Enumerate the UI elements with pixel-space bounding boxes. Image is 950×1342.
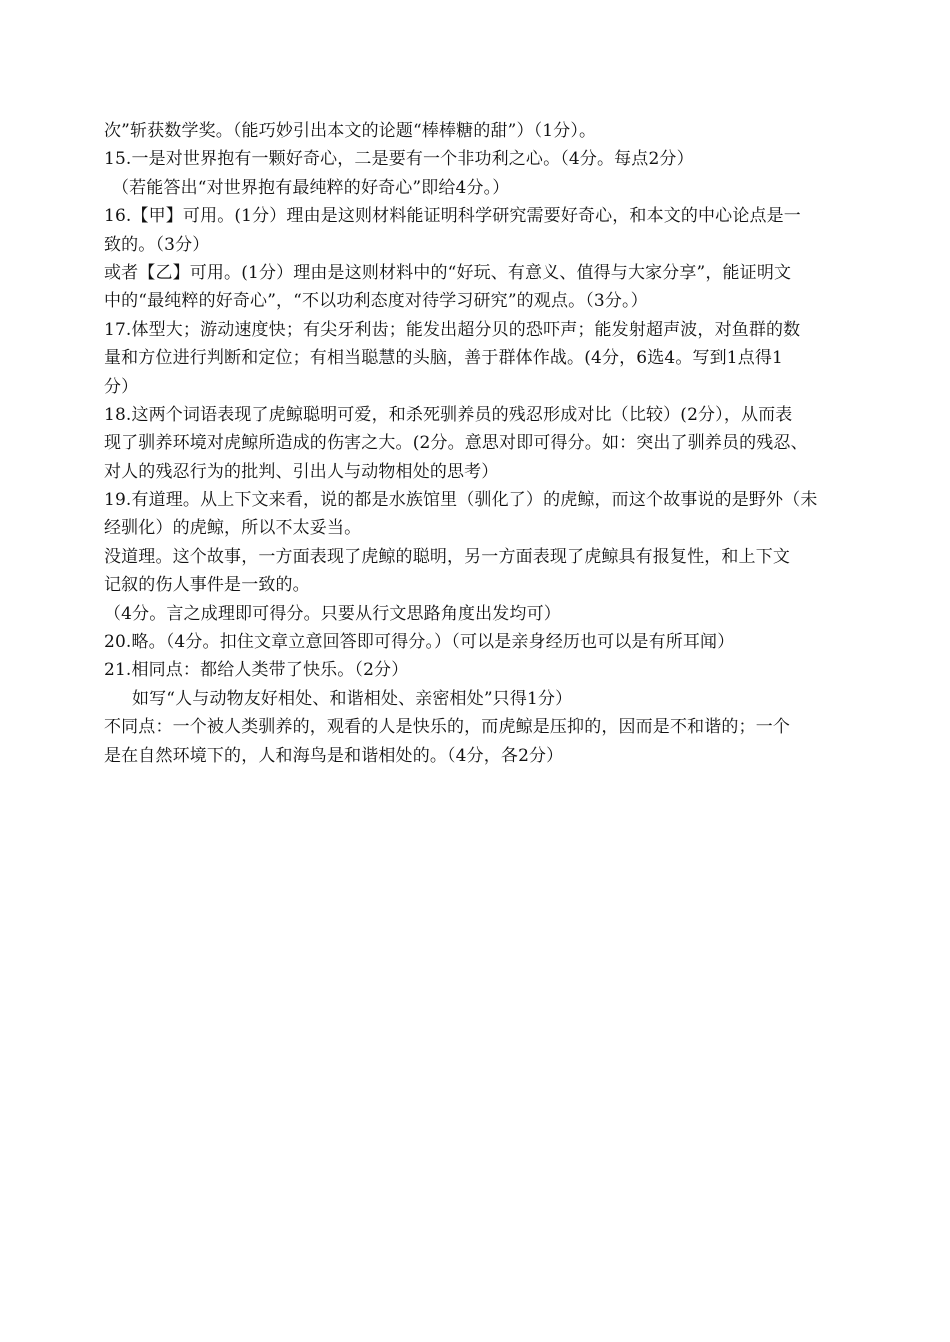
answer-17-line: 17.体型大；游动速度快；有尖牙利齿；能发出超分贝的恐吓声；能发射超声波，对鱼群的数 — [104, 319, 801, 340]
text-line: 记叙的伤人事件是一致的。 — [104, 575, 310, 596]
text-line: 现了驯养环境对虎鲸所造成的伤害之大。(2分。意思对即可得分。如：突出了驯养员的残忍、 — [104, 433, 808, 454]
text-line: 不同点：一个被人类驯养的，观看的人是快乐的，而虎鲸是压抑的，因而是不和谐的；一个 — [104, 717, 790, 738]
answer-18-line: 18.这两个词语表现了虎鲸聪明可爱，和杀死驯养员的残忍形成对比（比较）(2分），从而表 — [104, 404, 793, 425]
text-line: 经驯化）的虎鲸，所以不太妥当。 — [104, 518, 362, 539]
answer-20-line: 20.略。（4分。扣住文章立意回答即可得分。）（可以是亲身经历也可以是有所耳闻） — [104, 632, 735, 653]
text-line: 中的“最纯粹的好奇心”，“不以功利态度对待学习研究”的观点。（3分。） — [104, 291, 648, 312]
answer-19-line: 19.有道理。从上下文来看，说的都是水族馆里（驯化了）的虎鲸，而这个故事说的是野外（未 — [104, 490, 818, 511]
answer-21-line: 21.相同点：都给人类带了快乐。（2分） — [104, 660, 409, 681]
text-line: 或者【乙】可用。(1分）理由是这则材料中的“好玩、有意义、值得与大家分享”，能证明文 — [104, 262, 792, 283]
text-line: 次”斩获数学奖。（能巧妙引出本文的论题“棒棒糖的甜”）（1分）。 — [104, 121, 597, 141]
answer-16-line: 16.【甲】可用。(1分）理由是这则材料能证明科学研究需要好奇心，和本文的中心论点是一 — [104, 206, 801, 227]
text-line: 量和方位进行判断和定位；有相当聪慧的头脑，善于群体作战。(4分，6选4。写到1点得1 — [104, 348, 784, 369]
answer-15-line: 15.一是对世界抱有一颗好奇心，二是要有一个非功利之心。（4分。每点2分） — [104, 149, 694, 170]
text-line: 对人的残忍行为的批判、引出人与动物相处的思考） — [104, 461, 499, 482]
answer-key-text — [104, 117, 854, 770]
text-line: 致的。（3分） — [104, 234, 210, 255]
text-line: （若能答出“对世界抱有最纯粹的好奇心”即给4分。） — [112, 177, 510, 198]
text-line: （4分。言之成理即可得分。只要从行文思路角度出发均可） — [104, 603, 561, 624]
text-line: 如写“人与动物友好相处、和谐相处、亲密相处”只得1分） — [132, 688, 573, 709]
text-line: 没道理。这个故事，一方面表现了虎鲸的聪明，另一方面表现了虎鲸具有报复性，和上下文 — [104, 546, 790, 567]
text-line: 分） — [104, 376, 139, 397]
text-line: 是在自然环境下的，人和海鸟是和谐相处的。（4分，各2分） — [104, 745, 564, 766]
